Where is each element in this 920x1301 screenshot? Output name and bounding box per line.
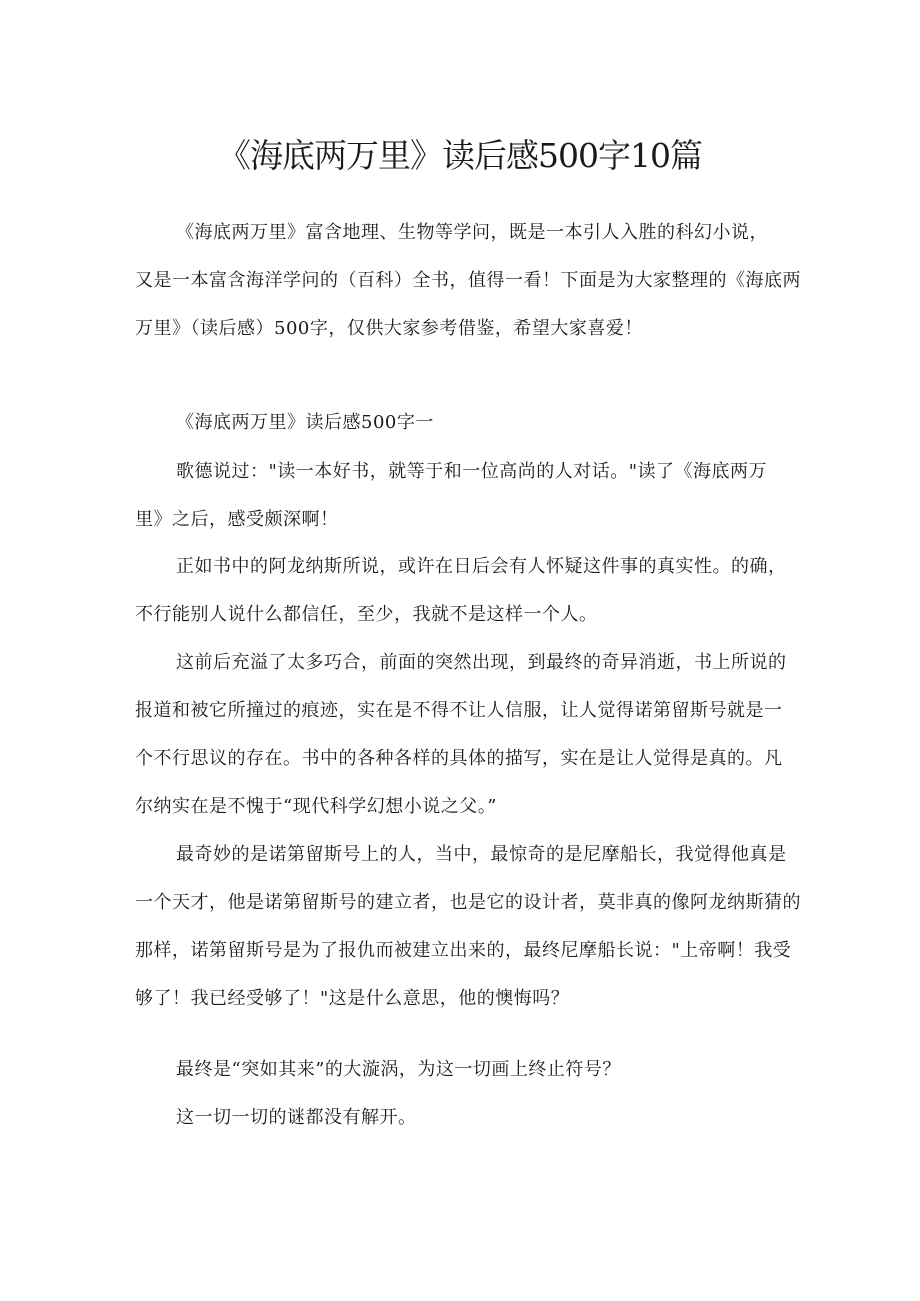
intro-line-2: 又是一本富含海洋学问的（百科）全书，值得一看！下面是为大家整理的《海底两 xyxy=(135,270,801,291)
paragraph-4-line-1: 最奇妙的是诺第留斯号上的人，当中，最惊奇的是尼摩船长，我觉得他真是 xyxy=(176,844,787,865)
paragraph-3-line-2: 报道和被它所撞过的痕迹，实在是不得不让人信服，让人觉得诺第留斯号就是一 xyxy=(135,700,783,721)
intro-line-1: 《海底两万里》富含地理、生物等学问，既是一本引人入胜的科幻小说， xyxy=(176,222,768,243)
paragraph-2-line-2: 不行能别人说什么都信任，至少，我就不是这样一个人。 xyxy=(135,604,598,625)
document-title: 《海底两万里》读后感500字10篇 xyxy=(218,136,702,175)
paragraph-1-line-2: 里》之后，感受颇深啊！ xyxy=(135,509,339,530)
paragraph-3-line-3: 个不行思议的存在。书中的各种各样的具体的描写，实在是让人觉得是真的。凡 xyxy=(135,748,783,769)
intro-line-3: 万里》（读后感）500字，仅供大家参考借鉴，希望大家喜爱！ xyxy=(135,318,643,339)
paragraph-3-line-4: 尔纳实在是不愧于“现代科学幻想小说之父。” xyxy=(135,796,497,817)
paragraph-4-line-3: 那样，诺第留斯号是为了报仇而被建立出来的，最终尼摩船长说："上帝啊！我受 xyxy=(135,940,792,961)
paragraph-4-line-4: 够了！我已经受够了！"这是什么意思，他的懊悔吗？ xyxy=(135,988,570,1009)
paragraph-1-line-1: 歌德说过："读一本好书，就等于和一位高尚的人对话。"读了《海底两万 xyxy=(176,461,768,482)
paragraph-5-line-1: 最终是“突如其来”的大漩涡，为这一切画上终止符号？ xyxy=(176,1059,621,1080)
paragraph-2-line-1: 正如书中的阿龙纳斯所说，或许在日后会有人怀疑这件事的真实性。的确， xyxy=(176,556,787,577)
paragraph-6-line-1: 这一切一切的谜都没有解开。 xyxy=(176,1107,417,1128)
paragraph-3-line-1: 这前后充溢了太多巧合，前面的突然出现，到最终的奇异消逝，书上所说的 xyxy=(176,652,787,673)
paragraph-4-line-2: 一个天才，他是诺第留斯号的建立者，也是它的设计者，莫非真的像阿龙纳斯猜的 xyxy=(135,892,801,913)
section-heading: 《海底两万里》读后感500字一 xyxy=(176,412,434,433)
